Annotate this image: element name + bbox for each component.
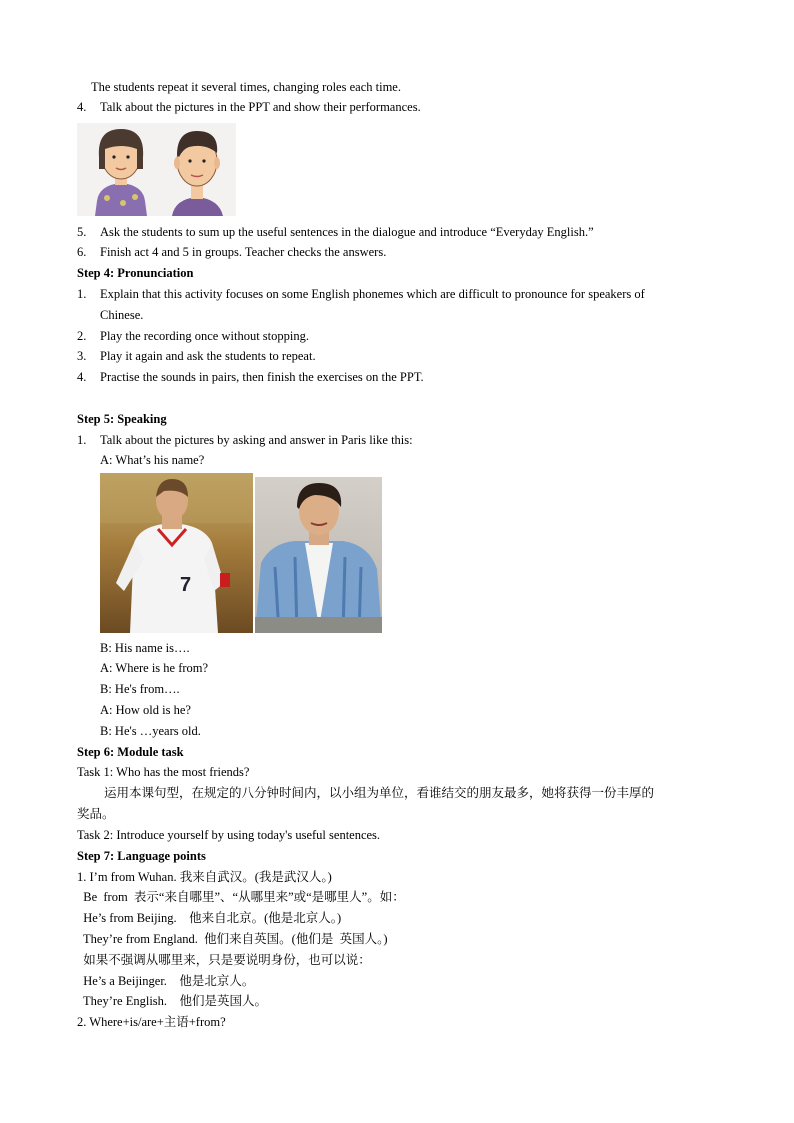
footballer-photo (100, 473, 253, 633)
task1-line: Task 1: Who has the most friends? (77, 765, 250, 779)
list-item-text: Explain that this activity focuses on some English phonemes which are difficult to pronounce for speakers of (100, 287, 645, 301)
list-item-text: Play it again and ask the students to repeat. (100, 349, 316, 363)
item-number: 4. (77, 370, 87, 384)
cartoon-children-image (77, 123, 236, 216)
dialogue-line: A: How old is he? (100, 703, 191, 717)
item-number: 4. (77, 100, 87, 114)
list-item-text: Talk about the pictures by asking and answer in Paris like this: (100, 433, 413, 447)
list-item-text: Play the recording once without stopping. (100, 329, 309, 343)
dialogue-line: B: His name is…. (100, 641, 190, 655)
language-point-line: They’re from England. 他们来自英国。(他们是 英国人。) (77, 932, 388, 946)
list-item-text: Finish act 4 and 5 in groups. Teacher checks the answers. (100, 245, 387, 259)
dialogue-line: B: He's from…. (100, 682, 180, 696)
step6-heading: Step 6: Module task (77, 745, 184, 759)
task2-line: Task 2: Introduce yourself by using today's useful sentences. (77, 828, 381, 842)
language-point-line: Be from 表示“来自哪里”、“从哪里来”或“是哪里人”。如： (77, 890, 405, 904)
language-point-line: 如果不强调从哪里来，只是要说明身份，也可以说： (77, 953, 371, 967)
list-item-text: Ask the students to sum up the useful sentences in the dialogue and introduce “Everyday English.” (100, 225, 594, 239)
language-point-line: 1. I’m from Wuhan. 我来自武汉。(我是武汉人。) (77, 870, 332, 884)
language-point-line: He’s a Beijinger. 他是北京人。 (77, 974, 255, 988)
step4-heading: Step 4: Pronunciation (77, 266, 194, 280)
list-item-text: Talk about the pictures in the PPT and show their performances. (100, 100, 421, 114)
language-point-line: They’re English. 他们是英国人。 (77, 994, 268, 1008)
item-number: 3. (77, 349, 87, 363)
repeat-line: The students repeat it several times, changing roles each time. (91, 80, 401, 94)
list-item-text: Practise the sounds in pairs, then finish the exercises on the PPT. (100, 370, 424, 384)
list-item-text: Chinese. (100, 308, 144, 322)
item-number: 1. (77, 433, 87, 447)
dialogue-line: A: Where is he from? (100, 661, 209, 675)
svg-text:7: 7 (180, 574, 192, 596)
step5-heading: Step 5: Speaking (77, 412, 167, 426)
task1-description-cont: 奖品。 (77, 806, 115, 821)
item-number: 1. (77, 287, 87, 301)
language-point-line: He’s from Beijing. 他来自北京。(他是北京人。) (77, 911, 342, 925)
dialogue-line: B: He's …years old. (100, 724, 201, 738)
item-number: 6. (77, 245, 87, 259)
language-point-line: 2. Where+is/are+主语+from? (77, 1015, 226, 1029)
item-number: 2. (77, 329, 87, 343)
dialogue-line: A: What’s his name? (100, 453, 205, 467)
item-number: 5. (77, 225, 87, 239)
step7-heading: Step 7: Language points (77, 849, 206, 863)
actor-photo (255, 477, 382, 633)
task1-description: 运用本课句型，在规定的八分钟时间内，以小组为单位，看谁结交的朋友最多，她将获得一份丰厚的 (104, 785, 655, 800)
